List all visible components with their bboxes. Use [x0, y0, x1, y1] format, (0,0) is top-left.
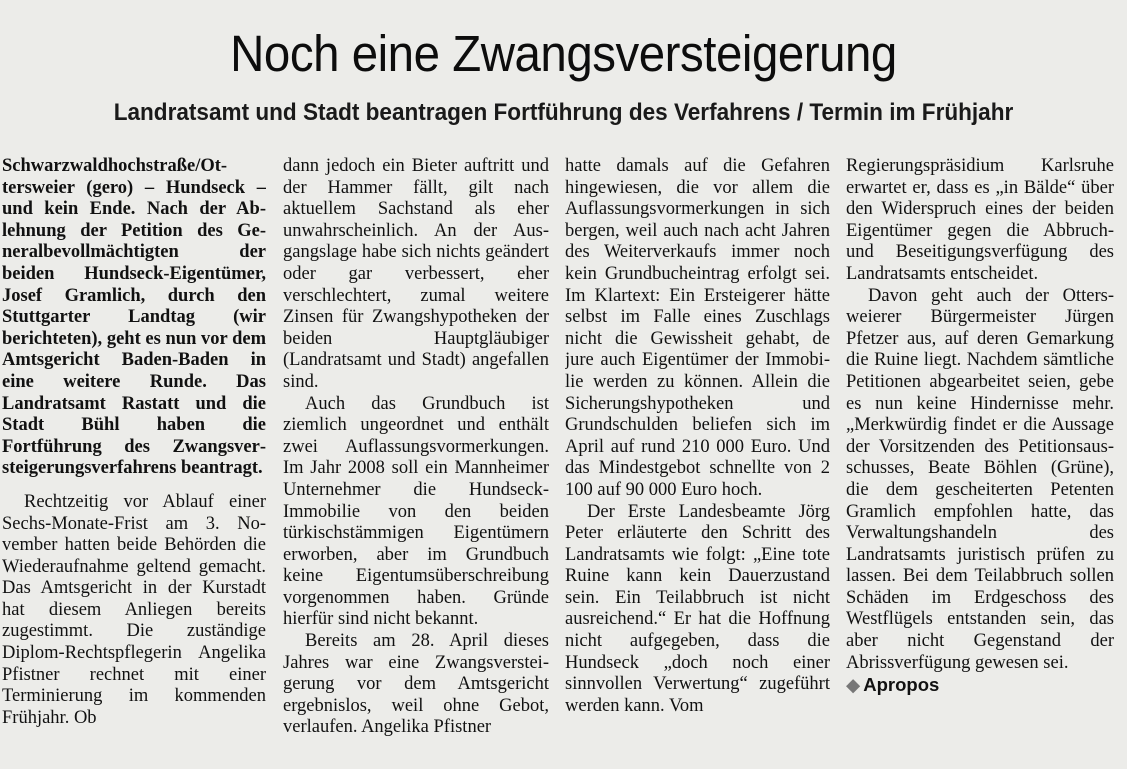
body-paragraph: Auch das Grundbuch ist ziemlich ungeordnet und enthält zwei Auflassungsvormerkungen. Im Jahr 2008 soll ein Mannheimer Unternehmer die Hundseck-Immobilie von den beiden türkischstämmigen Eigentümern erworben, aber im Grundbuch keine Eigentumsüberschreibung vorgenommen haben. Gründe hierfür sind nicht bekannt. [283, 393, 549, 630]
body-paragraph: Regierungspräsidium Karlsruhe erwartet er, dass es „in Bälde“ über den Widerspruch eines der beiden Eigentümer gegen die Abbruch- und Beseitigungsverfügung des Landratsamts entscheidet. [846, 156, 1114, 284]
subheadline: Landratsamt und Stadt beantragen Fortführung des Verfahrens / Termin im Frühjahr [113, 99, 1014, 126]
headline: Noch eine Zwangsversteigerung [230, 25, 897, 82]
body-paragraph: Bereits am 28. April dieses Jahres war eine Zwangsversteigerung vor dem Amtsgericht ergebnislos, weil ohne Gebot, verlaufen. Angelika Pfistner [283, 631, 549, 738]
apropos-label: Apropos [863, 674, 940, 696]
body-paragraph: hatte damals auf die Gefahren hingewiesen, die vor allem die Auflassungsvormerkungen in sich bergen, weil auch nach acht Jahren des Weiterverkaufs immer noch kein Grundbucheintrag erfolgt sei. Im Klartext: Ein Ersteigerer hätte selbst im Falle eines Zuschlags nicht die Gewissheit gehabt, de jure auch Eigentümer der Immobilie werden zu können. Allein die Sicherungshypotheken und Grundschulden beliefen sich im April auf rund 210 000 Euro. Und das Mindestgebot schnellte von 2 100 auf 90 000 Euro hoch. [565, 156, 830, 500]
article-column-3 [565, 156, 830, 756]
body-paragraph: dann jedoch ein Bieter auftritt und der Hammer fällt, gilt nach aktuellem Sachstand als eher unwahrscheinlich. An der Ausgangslage habe sich nichts geändert oder gar verbessert, eher verschlechtert, zumal weitere Zinsen für Zwangshypotheken der beiden Hauptgläubiger (Landratsamt und Stadt) angefallen sind. [283, 156, 549, 392]
diamond-icon: ◆ [846, 676, 861, 697]
apropos-crossref[interactable] [846, 674, 1114, 698]
lead-paragraph: Schwarzwaldhochstraße/Ottersweier (gero) – Hundseck – und kein Ende. Nach der Ablehnung der Petition des Generalbevollmächtigten der beiden Hundseck-Eigentümer, Josef Gramlich, durch den Stuttgarter Landtag (wir berichteten), geht es nun vor dem Amtsgericht Baden-Baden in eine weitere Runde. Das Landratsamt Rastatt und die Stadt Bühl haben die Fortführung des Zwangsversteigerungsverfahrens beantragt. [2, 156, 266, 479]
body-paragraph: Der Erste Landesbeamte Jörg Peter erläuterte den Schritt des Landratsamts wie folgt: „Eine tote Ruine kann kein Dauerzustand sein. Ein Teilabbruch ist nicht ausreichend.“ Er hat die Hoffnung nicht aufgegeben, dass die Hundseck „doch noch einer sinnvollen Verwertung“ zugeführt werden kann. Vom [565, 501, 830, 716]
article-column-2 [283, 156, 549, 756]
body-paragraph: Rechtzeitig vor Ablauf einer Sechs-Monate-Frist am 3. November hatten beide Behörden die Wiederaufnahme geltend gemacht. Das Amtsgericht in der Kurstadt hat diesem Anliegen bereits zugestimmt. Die zuständige Diplom-Rechtspflegerin Angelika Pfistner rechnet mit einer Terminierung im kommenden Frühjahr. Ob [2, 491, 266, 728]
article-column-1 [2, 156, 266, 756]
body-paragraph: Davon geht auch der Ottersweierer Bürgermeister Jürgen Pfetzer aus, auf deren Gemarkung die Ruine liegt. Nachdem sämtliche Petitionen abgearbeitet seien, gebe es nun keine Hindernisse mehr. „Merkwürdig findet er die Aussage der Vorsitzenden des Petitionsausschusses, Beate Böhlen (Grüne), die dem gescheiterten Petenten Gramlich empfohlen hatte, das Verwaltungshandeln des Landratsamts juristisch prüfen zu lassen. Bei dem Teilabbruch sollen Schäden im Erdgeschoss des Westflügels entstanden sein, das aber nicht Gegenstand der Abrissverfügung gewesen sei. [846, 285, 1114, 673]
article-column-4 [846, 156, 1114, 756]
